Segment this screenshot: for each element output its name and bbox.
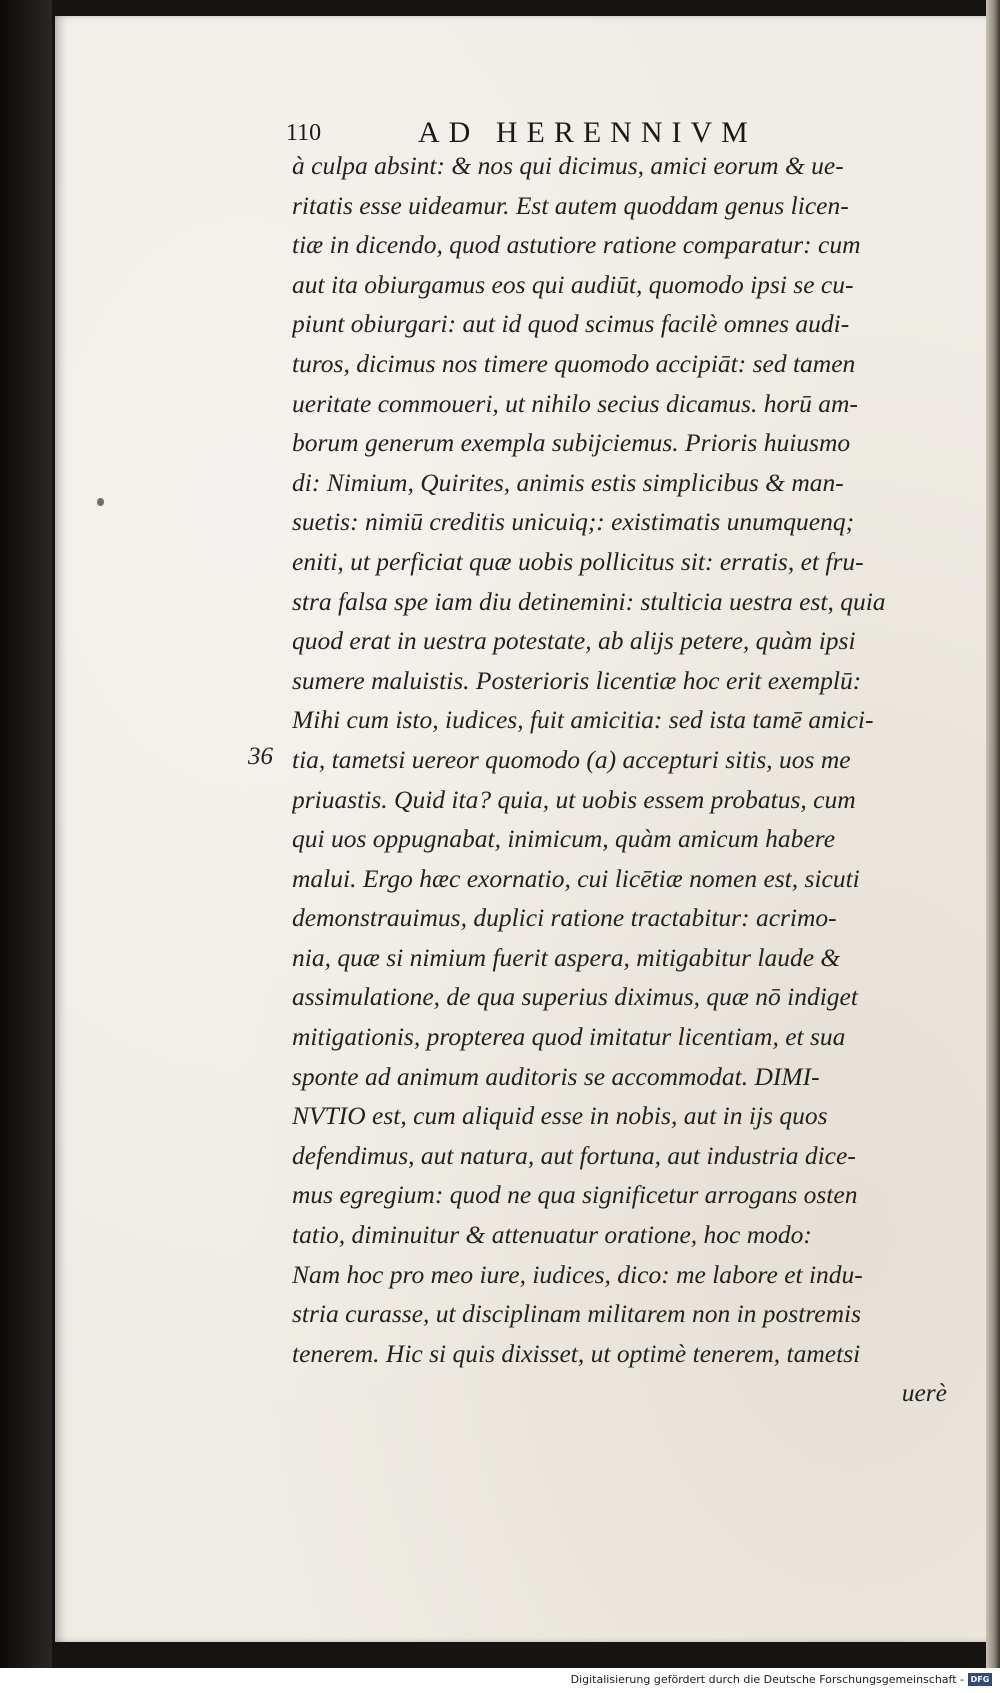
page-number: 110 — [286, 120, 322, 146]
text-line: NVTIO est, cum aliquid esse in nobis, aut in ijs quos — [292, 1101, 828, 1131]
marginal-note-number: 36 — [248, 743, 273, 770]
catchword: uerè — [901, 1378, 947, 1408]
funding-credit: Digitalisierung gefördert durch die Deutsche Forschungsgemeinschaft - — [570, 1673, 964, 1686]
text-line: borum generum exempla subijciemus. Prioris huiusmo — [292, 428, 851, 458]
text-line: à culpa absint: & nos qui dicimus, amici eorum & ue- — [292, 151, 844, 180]
text-line: ueritate commoueri, ut nihilo secius dicamus. horū am- — [292, 388, 858, 418]
text-line: di: Nimium, Quirites, animis estis simplicibus & man- — [292, 467, 844, 497]
text-line: aut ita obiurgamus eos qui audiūt, quomodo ipsi se cu- — [292, 269, 854, 299]
text-line: mitigationis, propterea quod imitatur licentiam, et sua — [292, 1022, 846, 1052]
text-line: stria curasse, ut disciplinam militarem non in postremis — [292, 1299, 862, 1329]
text-line: ritatis esse uideamur. Est autem quoddam genus licen- — [292, 190, 849, 220]
text-line: Mihi cum isto, iudices, fuit amicitia: sed ista tamē amici- — [292, 705, 874, 735]
text-line: quod erat in uestra potestate, ab alijs petere, quàm ipsi — [292, 626, 856, 656]
text-line: tiæ in dicendo, quod astutiore ratione comparatur: cum — [292, 230, 861, 260]
text-line: piunt obiurgari: aut id quod scimus facilè omnes audi- — [292, 309, 850, 339]
text-line: stra falsa spe iam diu detinemini: stulticia uestra est, quia — [292, 586, 886, 616]
text-line: turos, dicimus nos timere quomodo accipiāt: sed tamen — [292, 348, 856, 378]
text-line: suetis: nimiū creditis unicuiq;: existimatis unumquenq; — [292, 507, 855, 537]
text-line: Nam hoc pro meo iure, iudices, dico: me labore et indu- — [292, 1259, 863, 1289]
text-line: sumere maluistis. Posterioris licentiæ hoc erit exemplū: — [292, 665, 862, 695]
text-line: sponte ad animum auditoris se accommodat. DIMI- — [292, 1061, 820, 1091]
text-line: mus egregium: quod ne qua significetur arrogans osten — [292, 1180, 858, 1210]
text-line: assimulatione, de qua superius diximus, quæ nō indiget — [292, 982, 858, 1012]
text-line: tatio, diminuitur & attenuatur oratione, hoc modo: — [292, 1220, 812, 1250]
ink-speck — [97, 498, 104, 506]
text-line: priuastis. Quid ita? quia, ut uobis essem probatus, cum — [292, 784, 856, 814]
text-line: demonstrauimus, duplici ratione tractabitur: acrimo- — [292, 903, 837, 933]
book-gutter-edge — [0, 0, 52, 1668]
text-line: tenerem. Hic si quis dixisset, ut optimè tenerem, tametsi — [292, 1338, 861, 1368]
text-line: nia, quæ si nimium fuerit aspera, mitigabitur laude & — [292, 942, 841, 972]
body-text — [292, 146, 947, 1413]
text-line: qui uos oppugnabat, inimicum, quàm amicum habere — [292, 824, 836, 854]
text-line: eniti, ut perficiat quæ uobis pollicitus sit: erratis, et fru- — [292, 546, 864, 576]
text-line: malui. Ergo hæc exornatio, cui licētiæ nomen est, sicuti — [292, 863, 860, 893]
text-line: tia, tametsi uereor quomodo (a) accepturi sitis, uos me — [292, 744, 851, 774]
digitization-footer — [0, 1668, 1000, 1693]
running-head: AD HERENNIVM — [418, 116, 757, 149]
dfg-logo: DFG — [968, 1673, 992, 1686]
page-fore-edge — [986, 0, 1000, 1668]
text-line: defendimus, aut natura, aut fortuna, aut industria dice- — [292, 1140, 856, 1170]
